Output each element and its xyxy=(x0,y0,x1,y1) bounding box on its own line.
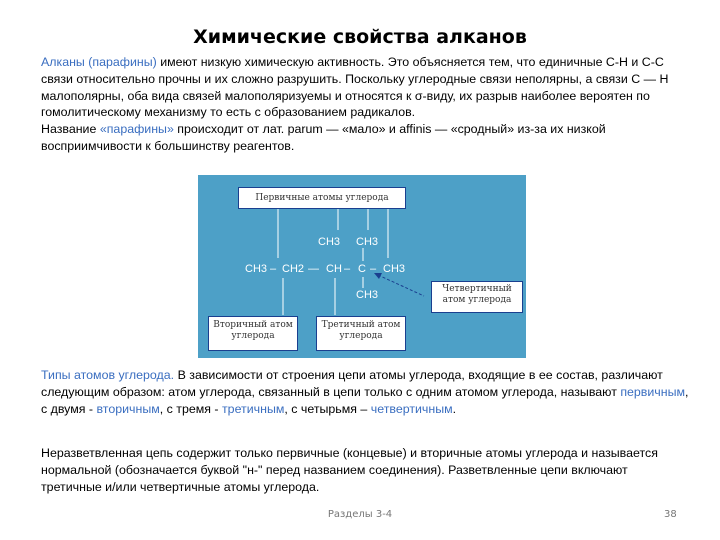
formula-bottom-ch3: CH3 xyxy=(356,289,379,301)
text-run: , с тремя - xyxy=(159,401,222,416)
term-primary: первичным xyxy=(620,384,686,399)
secondary-carbon-label: Вторичный атом углерода xyxy=(208,316,298,351)
text-run: В зависимости от строения цепи атомы углерода, входящие в ее состав, различают следующим образом: атом углерода, связанный в цепи только с одним атомом углерода, называют xyxy=(41,368,663,399)
primary-carbon-label: Первичные атомы углерода xyxy=(238,187,406,209)
formula-ch3-end: CH3 xyxy=(383,263,406,275)
term-paraffins: «парафины» xyxy=(99,122,174,137)
quaternary-carbon-label: Четвертичный атом углерода xyxy=(431,281,523,313)
slide-title: Химические свойства алканов xyxy=(193,26,527,48)
term-alkanes: Алканы (парафины) xyxy=(41,55,157,69)
bond-dash: – xyxy=(270,263,277,275)
term-quaternary: четвертичным xyxy=(370,401,453,416)
formula-ch: CH xyxy=(326,263,342,275)
text-run: происходит от лат. parum — «мало» и affinis — «сродный» из-за их низкой восприимчивости к большинству реагентов. xyxy=(41,122,606,153)
page-number: 38 xyxy=(664,509,677,520)
term-carbon-types: Типы атомов углерода. xyxy=(41,368,175,382)
formula-ch3-start: CH3 xyxy=(245,263,268,275)
footer-section: Разделы 3-4 xyxy=(327,509,393,520)
paragraph-chains: Неразветвленная цепь содержит только первичные (концевые) и вторичные атомы углерода и называется нормальной (обозначается буквой "н-" перед названием соединения). Разветвленные цепи включают третичные и/или четвертичные атомы углерода. xyxy=(41,446,658,494)
term-tertiary: третичным xyxy=(222,401,285,416)
text-run: . xyxy=(452,401,457,416)
text-run: , с четырьмя – xyxy=(284,401,371,416)
carbon-atom-types-diagram xyxy=(198,175,526,358)
formula-top-ch3-1: CH3 xyxy=(318,236,341,248)
text-run: имеют низкую химическую активность. Это объясняется тем, что единичные C-H и C-C связи относительно прочны и их сложно разрушить. Поскольку углеродные связи неполярны, а связи С — Н малополярны, оба вида связей малополяризуемы и относятся к σ-виду, их разрыв наиболее вероятен по гомолитическому механизму то есть с образованием радикалов. xyxy=(41,55,669,120)
bond-dash: — xyxy=(308,263,319,275)
formula-c: C xyxy=(358,263,366,275)
term-secondary: вторичным xyxy=(96,401,160,416)
paragraph-carbon-types xyxy=(41,367,691,417)
bond-dash: – xyxy=(344,263,351,275)
formula-top-ch3-2: CH3 xyxy=(356,236,379,248)
tertiary-carbon-label: Третичный атом углерода xyxy=(316,316,406,351)
bond-dash: – xyxy=(370,263,377,275)
paragraph-alkanes-intro xyxy=(41,54,691,155)
text-run: Название xyxy=(41,122,100,137)
formula-ch2: CH2 xyxy=(282,263,305,275)
text-run: , с двумя - xyxy=(41,384,689,416)
